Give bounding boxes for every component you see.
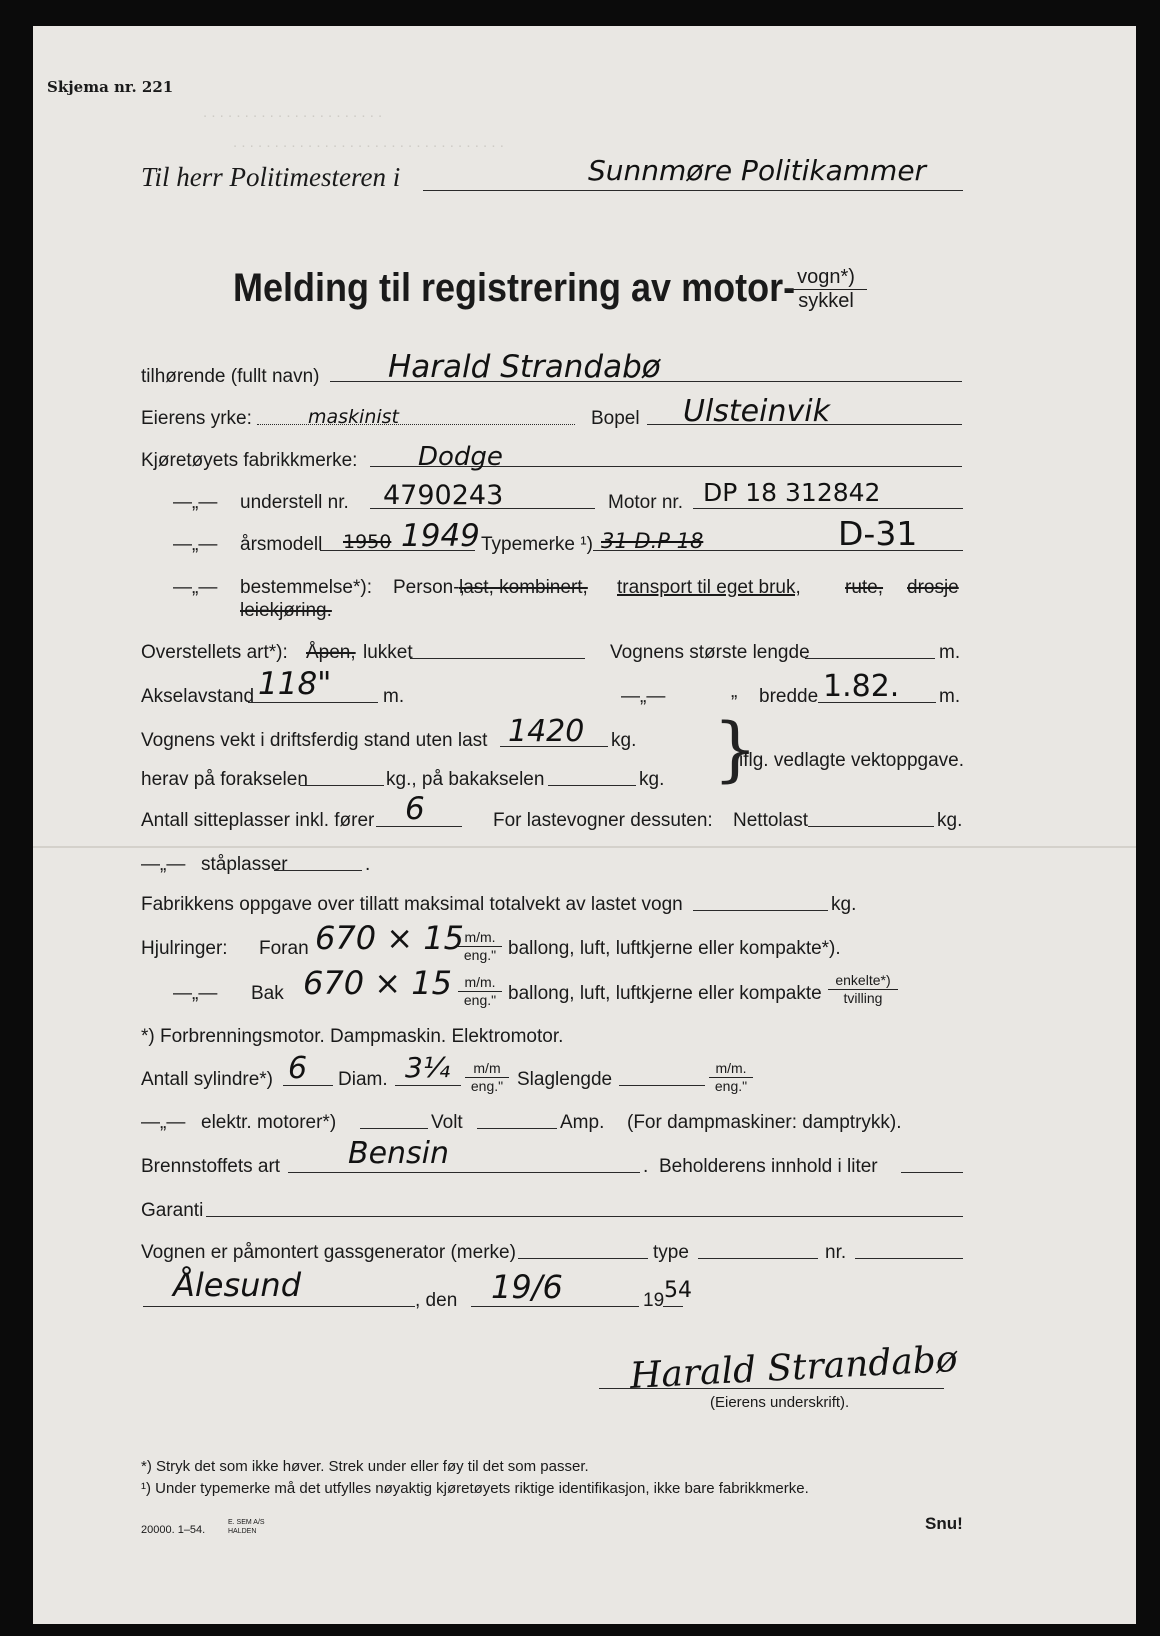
body-type-struck: Åpen,: [306, 642, 356, 663]
year-prefix: 19: [643, 1290, 665, 1311]
net-load-unit: kg.: [937, 810, 963, 831]
tank-label: Beholderens innhold i liter: [659, 1156, 878, 1177]
electric-label: elektr. motorer*): [201, 1112, 337, 1133]
year-value: 1949: [401, 518, 480, 554]
addressee-value: Sunnmøre Politikammer: [588, 154, 927, 187]
form-title: Melding til registrering av motor-: [233, 266, 796, 310]
seats-value: 6: [405, 791, 425, 827]
cylinders-value: 6: [288, 1051, 308, 1086]
ditto-mark: —„—: [141, 1112, 186, 1133]
place-value: Ålesund: [173, 1266, 302, 1304]
width-unit: m.: [939, 686, 961, 707]
fuel-label: Brennstoffets art: [141, 1156, 281, 1177]
width-ditto-quote: „: [731, 681, 738, 702]
year-label: årsmodell: [240, 534, 323, 555]
ditto-mark: —„—: [173, 534, 218, 555]
type-label: Typemerke ¹): [481, 534, 593, 555]
diam-unit: m/m eng.": [465, 1060, 509, 1095]
form-sheet: . . . . . . . . . . . . . . . . . . . . . . . . . . . . . . . . . . . . . . . . . . . . . . . . . . . . . . . Skjema nr. 221 Til herr Politimesteren i Sunnmøre Politikammer Melding til registrering av motor- vogn*) sykkel tilhørende (fullt navn) Harald Strandabø Eierens yrke: maskinist Bopel Ulsteinvik Kjøretøyets fabrikkmerke: Dodge —„— understell nr. 4790243 Motor nr. DP 18 312842 —„— årsmodell 1950 1949 Typemerke ¹) 31 D.P 18 D-31 —„— bestemmelse*): Person-, last, kombinert, transport til eget bruk, rute, drosje leiekjøring. Overstellets art*): Åpen, lukket Vognens største lengde m. Akselavstand 118" m. —„— „ bredde 1.82. m. Vognens vekt i driftsferdig stand uten last 1420 kg. herav på forakselen kg., på bakakselen kg. } iflg. vedlagte vektoppgave. Antall sitteplasser inkl. fører 6 For lastevogner dessuten: Nettolast kg. —„— ståplasser . Fabrikkens oppgave over tillatt maksimal totalvekt av lastet vogn kg. Hjulringer: Foran 670 × 15 m/m. eng." ballong, luft, luftkjerne eller kompakte*). —„— Bak 670 × 15 m/m. eng." ballong, luft, luftkjerne eller kompakte enkelte*) tvilling *) Forbrenningsmotor. Dampmaskin. Elektromotor. Antall sylindre*) 6 Diam. 3¼ m/m eng." Slaglengde m/m. eng." —„— elektr. motorer*) Volt Amp. (For dampmaskiner: damptrykk). Brennstoffets art Bensin . Beholderens innhold i liter Garanti Vognen er påmontert gassgenerator (merke) type nr. Ålesund , den 19/6 19 54 Harald Strandabø (Eierens underskrift). *) Stryk det som ikke høver. Strek under eller føy til det som passer. ¹) Under typemerke må det utfylles nøyaktig kjøretøyets riktige identifikasjon, ikke bare fabrikkmerke. 20000. 1–54. E. SEM A/S HALDEN Snu!: [33, 26, 1136, 1624]
length-label: Vognens største lengde: [610, 642, 810, 663]
max-weight-unit: kg.: [831, 894, 857, 915]
cylinders-label: Antall sylindre*): [141, 1069, 273, 1090]
ditto-mark: —„—: [173, 492, 218, 513]
tires-rear-desc: ballong, luft, luftkjerne eller kompakte: [508, 983, 822, 1004]
purpose-struck-4: leiekjøring.: [240, 600, 332, 621]
tires-front-unit: m/m. eng.": [458, 929, 502, 964]
stroke-label: Slaglengde: [517, 1069, 613, 1090]
rear-axle-unit: kg.: [639, 769, 665, 790]
date-value: 19/6: [491, 1268, 563, 1306]
chassis-value: 4790243: [383, 480, 504, 511]
purpose-struck-1: last, kombinert,: [459, 577, 588, 598]
max-weight-label: Fabrikkens oppgave over tillatt maksimal totalvekt av lastet vogn: [141, 894, 683, 915]
weight-label: Vognens vekt i driftsferdig stand uten last: [141, 730, 488, 751]
body-type-value: lukket: [363, 642, 413, 663]
residence-label: Bopel: [591, 408, 640, 429]
motor-label: Motor nr.: [608, 492, 683, 513]
footnote-2: ¹) Under typemerke må det utfylles nøyaktig kjøretøyets riktige identifikasjon, ikke bare fabrikkmerke.: [141, 1480, 809, 1497]
gas-generator-label: Vognen er påmontert gassgenerator (merke): [141, 1242, 516, 1263]
front-axle-label: herav på forakselen: [141, 769, 308, 790]
occupation-value: maskinist: [308, 406, 400, 428]
length-unit: m.: [939, 642, 961, 663]
tires-front-desc: ballong, luft, luftkjerne eller kompakte*).: [508, 938, 841, 959]
make-value: Dodge: [418, 442, 503, 472]
gas-type-label: type: [653, 1242, 689, 1263]
ditto-mark: —„—: [173, 577, 218, 598]
wheelbase-value: 118": [258, 666, 332, 702]
net-load-label: Nettolast: [733, 810, 808, 831]
print-info: 20000. 1–54.: [141, 1524, 206, 1536]
weight-note: iflg. vedlagte vektoppgave.: [739, 750, 964, 771]
purpose-struck-2: rute,: [845, 577, 884, 598]
seats-label: Antall sitteplasser inkl. fører: [141, 810, 375, 831]
addressee-label: Til herr Politimesteren i: [141, 162, 401, 192]
tires-front-side: Foran: [259, 938, 309, 959]
width-value: 1.82.: [823, 669, 900, 704]
form-number: Skjema nr. 221: [47, 78, 174, 96]
turn-over: Snu!: [925, 1514, 963, 1533]
standing-label: ståplasser: [201, 854, 288, 875]
engine-types: *) Forbrenningsmotor. Dampmaskin. Elektromotor.: [141, 1026, 564, 1047]
footnote-1: *) Stryk det som ikke høver. Strek under eller føy til det som passer.: [141, 1458, 589, 1475]
purpose-label: bestemmelse*):: [240, 577, 372, 598]
residence-value: Ulsteinvik: [683, 394, 830, 429]
printer-imprint: E. SEM A/S HALDEN: [228, 1519, 265, 1535]
tires-rear-value: 670 × 15: [303, 964, 452, 1002]
ditto-mark: —„—: [173, 983, 218, 1004]
motor-value: DP 18 312842: [703, 478, 881, 507]
chassis-label: understell nr.: [240, 492, 349, 513]
tires-front-value: 670 × 15: [315, 919, 464, 957]
steam-note: (For dampmaskiner: damptrykk).: [627, 1112, 902, 1133]
tires-rear-mount: enkelte*) tvilling: [828, 972, 898, 1007]
purpose-person: Person-,: [393, 577, 465, 598]
brace: }: [713, 708, 758, 790]
warranty-label: Garanti: [141, 1200, 204, 1221]
volt-label: Volt: [431, 1112, 463, 1133]
gas-nr-label: nr.: [825, 1242, 847, 1263]
fuel-value: Bensin: [348, 1136, 450, 1171]
occupation-label: Eierens yrke:: [141, 408, 252, 429]
cargo-label: For lastevogner dessuten:: [493, 810, 713, 831]
wheelbase-unit: m.: [383, 686, 405, 707]
tires-label: Hjulringer:: [141, 938, 228, 959]
purpose-underlined: transport til eget bruk,: [617, 577, 801, 598]
diam-value: 3¼: [405, 1051, 450, 1084]
owner-signature: Harald Strandabø: [629, 1338, 959, 1397]
ditto-mark: —„—: [621, 686, 666, 707]
amp-label: Amp.: [560, 1112, 605, 1133]
rear-axle-label: kg., på bakakselen: [386, 769, 545, 790]
tires-rear-unit: m/m. eng.": [458, 974, 502, 1009]
make-label: Kjøretøyets fabrikkmerke:: [141, 450, 358, 471]
diam-label: Diam.: [338, 1069, 388, 1090]
purpose-struck-3: drosje: [907, 577, 959, 598]
owner-value: Harald Strandabø: [388, 349, 661, 385]
fold-line: [33, 846, 1136, 848]
weight-value: 1420: [508, 714, 585, 749]
title-fraction: vogn*) sykkel: [785, 266, 867, 313]
type-value: D-31: [838, 514, 918, 553]
type-struck: 31 D.P 18: [601, 529, 704, 553]
body-type-label: Overstellets art*):: [141, 642, 288, 663]
tires-rear-side: Bak: [251, 983, 284, 1004]
wheelbase-label: Akselavstand: [141, 686, 255, 707]
owner-label: tilhørende (fullt navn): [141, 366, 320, 387]
stroke-unit: m/m. eng.": [709, 1060, 753, 1095]
width-label: bredde: [759, 686, 819, 707]
year-struck: 1950: [343, 531, 392, 553]
ditto-mark: —„—: [141, 854, 186, 875]
signature-label: (Eierens underskrift).: [710, 1394, 850, 1411]
weight-unit: kg.: [611, 730, 637, 751]
year-suffix: 54: [664, 1278, 692, 1303]
date-prefix: , den: [415, 1290, 458, 1311]
